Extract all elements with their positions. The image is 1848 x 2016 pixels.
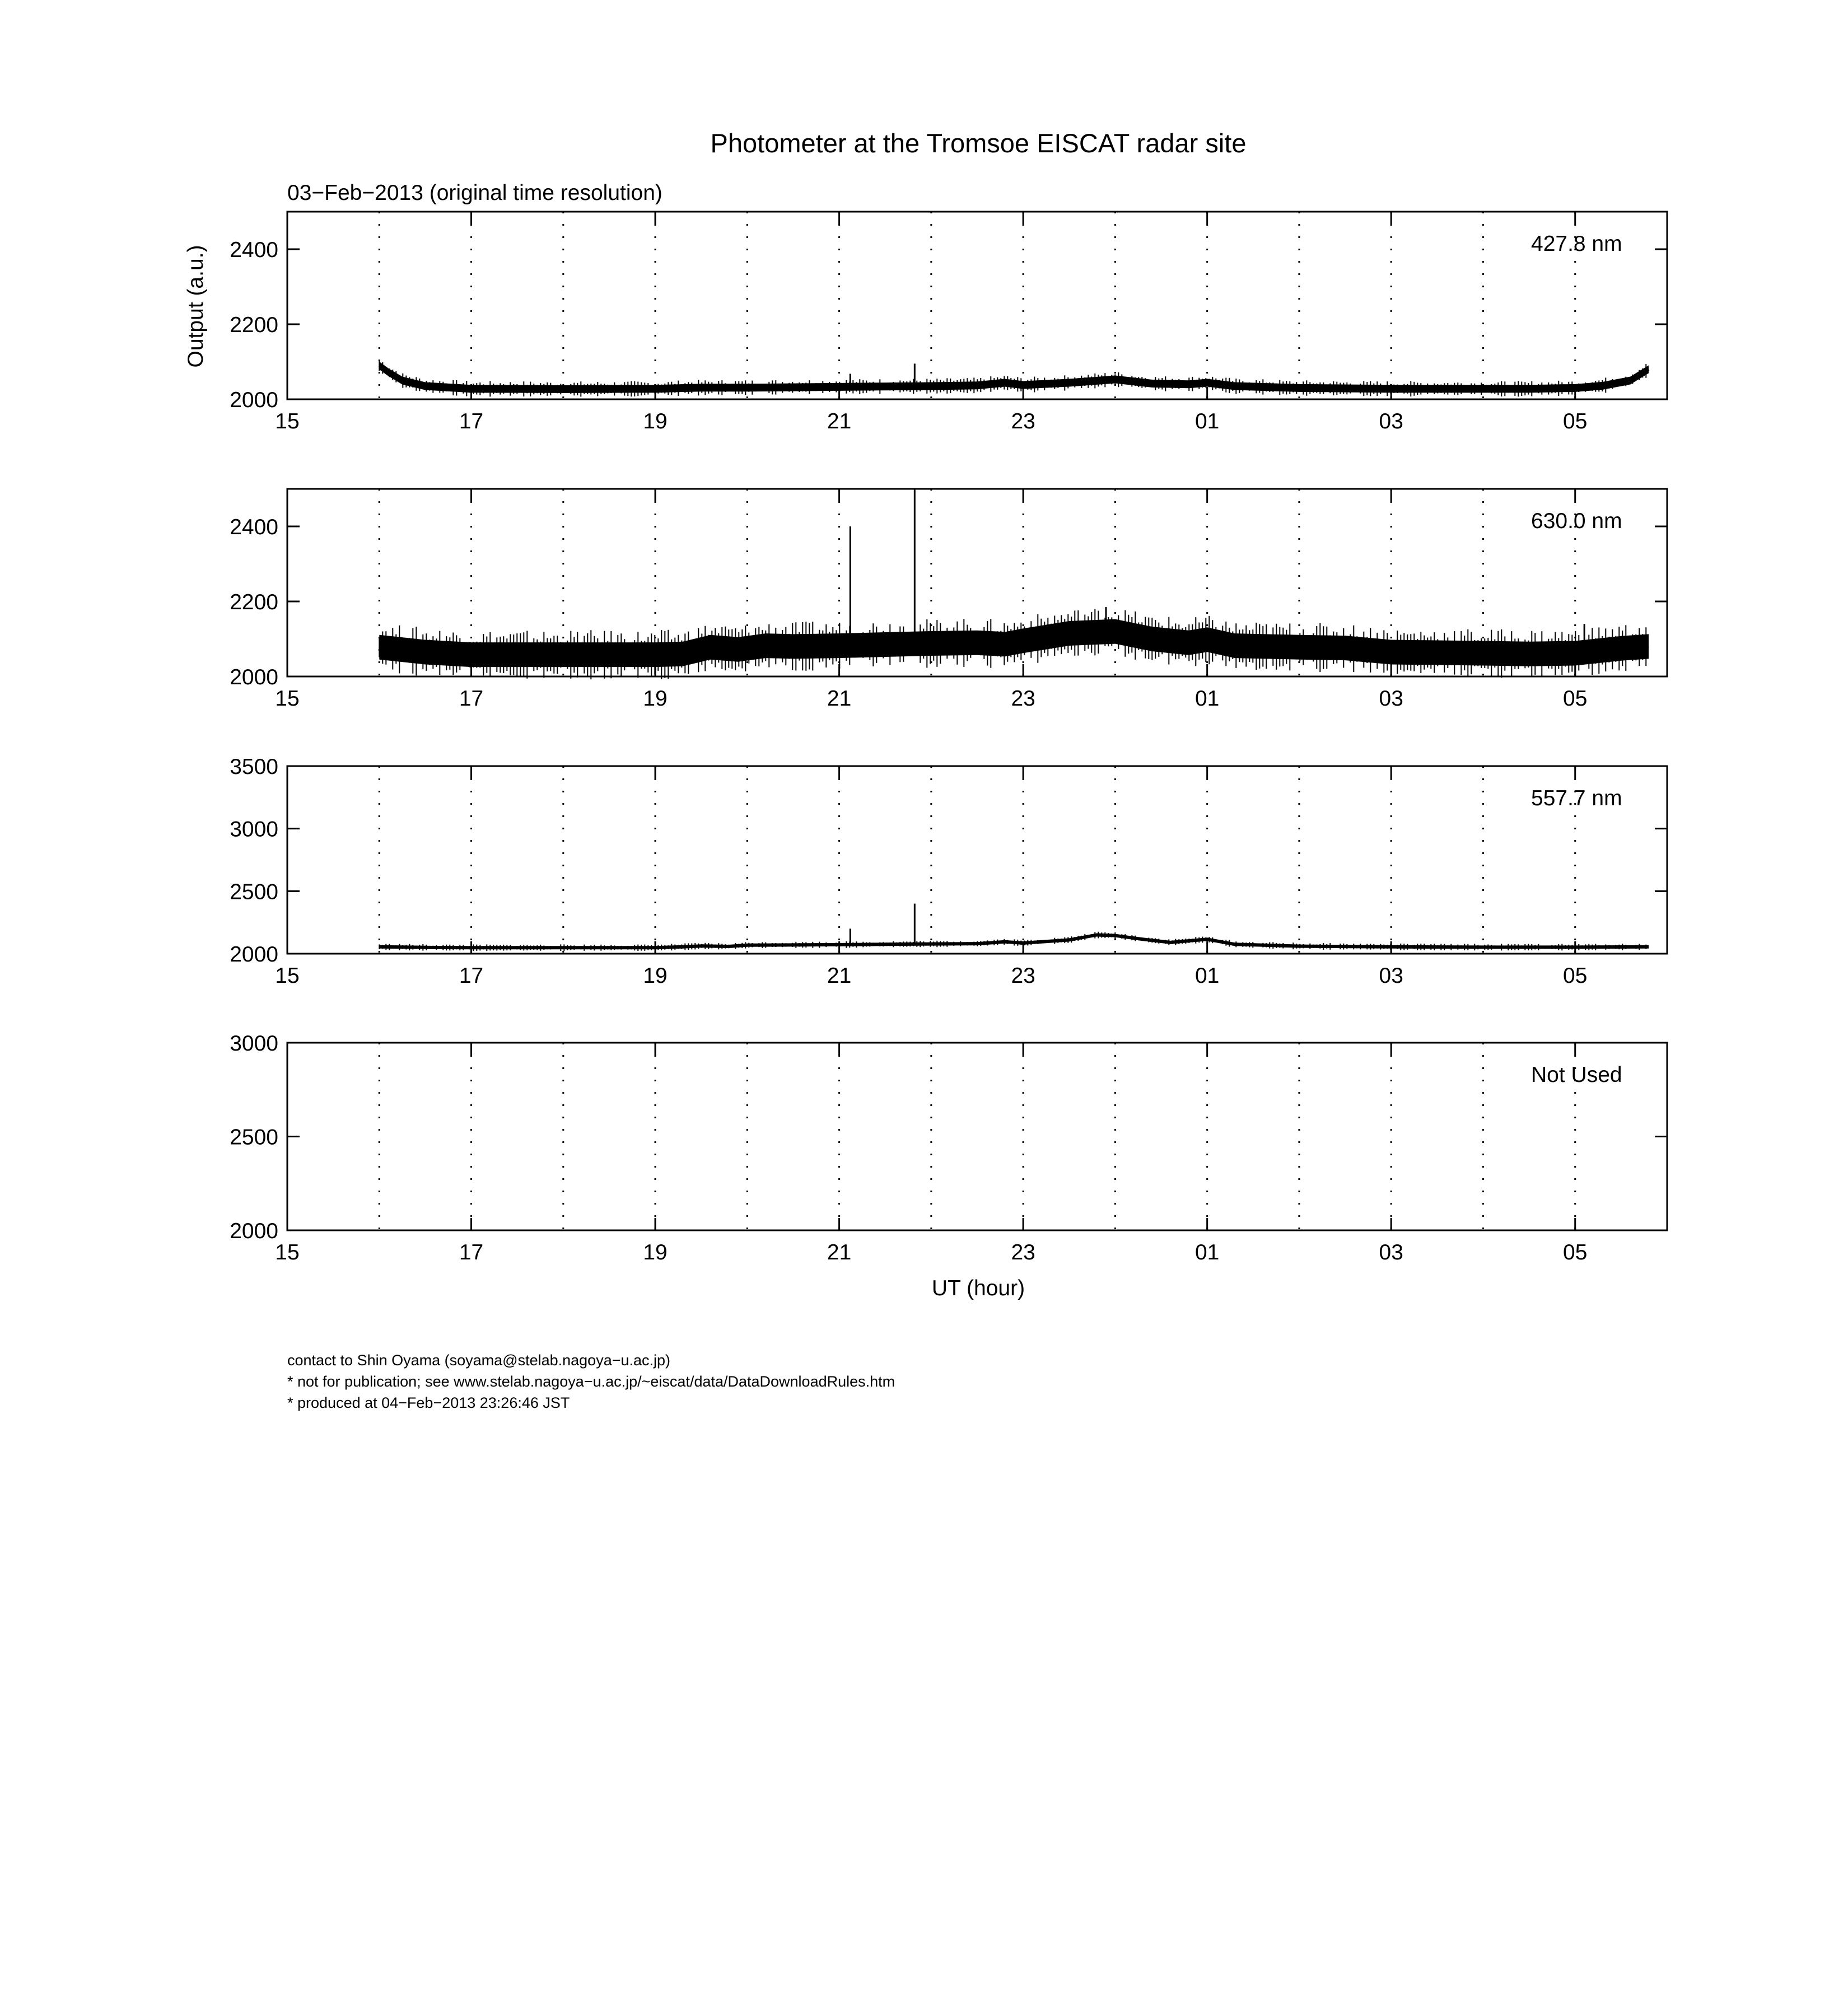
x-tick-label: 23 bbox=[1011, 1240, 1035, 1264]
x-tick-label: 19 bbox=[643, 687, 668, 711]
axes-frame bbox=[287, 1043, 1667, 1230]
x-tick-label: 21 bbox=[827, 409, 852, 433]
x-tick-label: 03 bbox=[1379, 964, 1403, 988]
x-tick-label: 19 bbox=[643, 964, 668, 988]
axes-frame bbox=[287, 212, 1667, 399]
panel-label: 630.0 nm bbox=[1531, 509, 1622, 533]
y-tick-label: 2000 bbox=[230, 388, 278, 412]
x-tick-label: 23 bbox=[1011, 687, 1035, 711]
x-tick-label: 15 bbox=[275, 1240, 300, 1264]
x-tick-label: 01 bbox=[1194, 409, 1220, 433]
panel-3 bbox=[230, 755, 1667, 988]
x-tick-label: 23 bbox=[1011, 964, 1035, 988]
figure-subtitle: 03−Feb−2013 (original time resolution) bbox=[287, 181, 662, 205]
x-tick-label: 03 bbox=[1379, 409, 1403, 433]
panel-label: 427.8 nm bbox=[1531, 232, 1622, 256]
x-tick-label: 19 bbox=[643, 409, 668, 433]
y-tick-label: 2000 bbox=[230, 1219, 278, 1243]
panel-2 bbox=[230, 489, 1667, 711]
x-tick-label: 21 bbox=[827, 964, 852, 988]
x-tick-label: 17 bbox=[459, 964, 484, 988]
y-tick-label: 3500 bbox=[230, 755, 278, 779]
x-tick-label: 21 bbox=[827, 1240, 852, 1264]
x-tick-label: 05 bbox=[1563, 687, 1588, 711]
footer-publication-note: * not for publication; see www.stelab.nagoya−u.ac.jp/~eiscat/data/DataDownloadRules.htm bbox=[287, 1373, 895, 1390]
figure-title: Photometer at the Tromsoe EISCAT radar site bbox=[710, 128, 1247, 158]
y-tick-label: 2200 bbox=[230, 590, 278, 614]
x-tick-label: 01 bbox=[1194, 964, 1220, 988]
x-tick-label: 01 bbox=[1194, 687, 1220, 711]
y-tick-label: 3000 bbox=[230, 817, 278, 842]
x-tick-label: 05 bbox=[1563, 409, 1588, 433]
footer-contact: contact to Shin Oyama (soyama@stelab.nagoya−u.ac.jp) bbox=[287, 1352, 671, 1369]
y-tick-label: 2500 bbox=[230, 1125, 278, 1150]
x-tick-label: 05 bbox=[1563, 964, 1588, 988]
y-tick-label: 3000 bbox=[230, 1032, 278, 1056]
x-tick-label: 17 bbox=[459, 687, 484, 711]
axes-frame bbox=[287, 766, 1667, 954]
x-tick-label: 19 bbox=[643, 1240, 668, 1264]
panel-1 bbox=[230, 212, 1667, 433]
x-tick-label: 15 bbox=[275, 409, 300, 433]
footer-notes bbox=[287, 1350, 895, 1413]
x-tick-label: 01 bbox=[1194, 1240, 1220, 1264]
x-tick-label: 05 bbox=[1563, 1240, 1588, 1264]
x-axis-label: UT (hour) bbox=[931, 1276, 1025, 1300]
y-tick-label: 2500 bbox=[230, 880, 278, 904]
y-axis-label: Output (a.u.) bbox=[184, 245, 208, 368]
panel-label: Not Used bbox=[1531, 1063, 1622, 1087]
x-tick-label: 17 bbox=[459, 1240, 484, 1264]
y-tick-label: 2400 bbox=[230, 515, 278, 539]
footer-produced-at: * produced at 04−Feb−2013 23:26:46 JST bbox=[287, 1394, 570, 1411]
y-tick-label: 2200 bbox=[230, 313, 278, 337]
x-tick-label: 23 bbox=[1011, 409, 1035, 433]
x-tick-label: 21 bbox=[827, 687, 852, 711]
panel-label: 557.7 nm bbox=[1531, 786, 1622, 810]
x-tick-label: 03 bbox=[1379, 1240, 1403, 1264]
y-tick-label: 2000 bbox=[230, 942, 278, 967]
y-tick-label: 2400 bbox=[230, 238, 278, 262]
x-tick-label: 15 bbox=[275, 964, 300, 988]
x-tick-label: 03 bbox=[1379, 687, 1403, 711]
y-tick-label: 2000 bbox=[230, 665, 278, 689]
x-tick-label: 15 bbox=[275, 687, 300, 711]
x-tick-label: 17 bbox=[459, 409, 484, 433]
panel-4 bbox=[230, 1032, 1667, 1264]
